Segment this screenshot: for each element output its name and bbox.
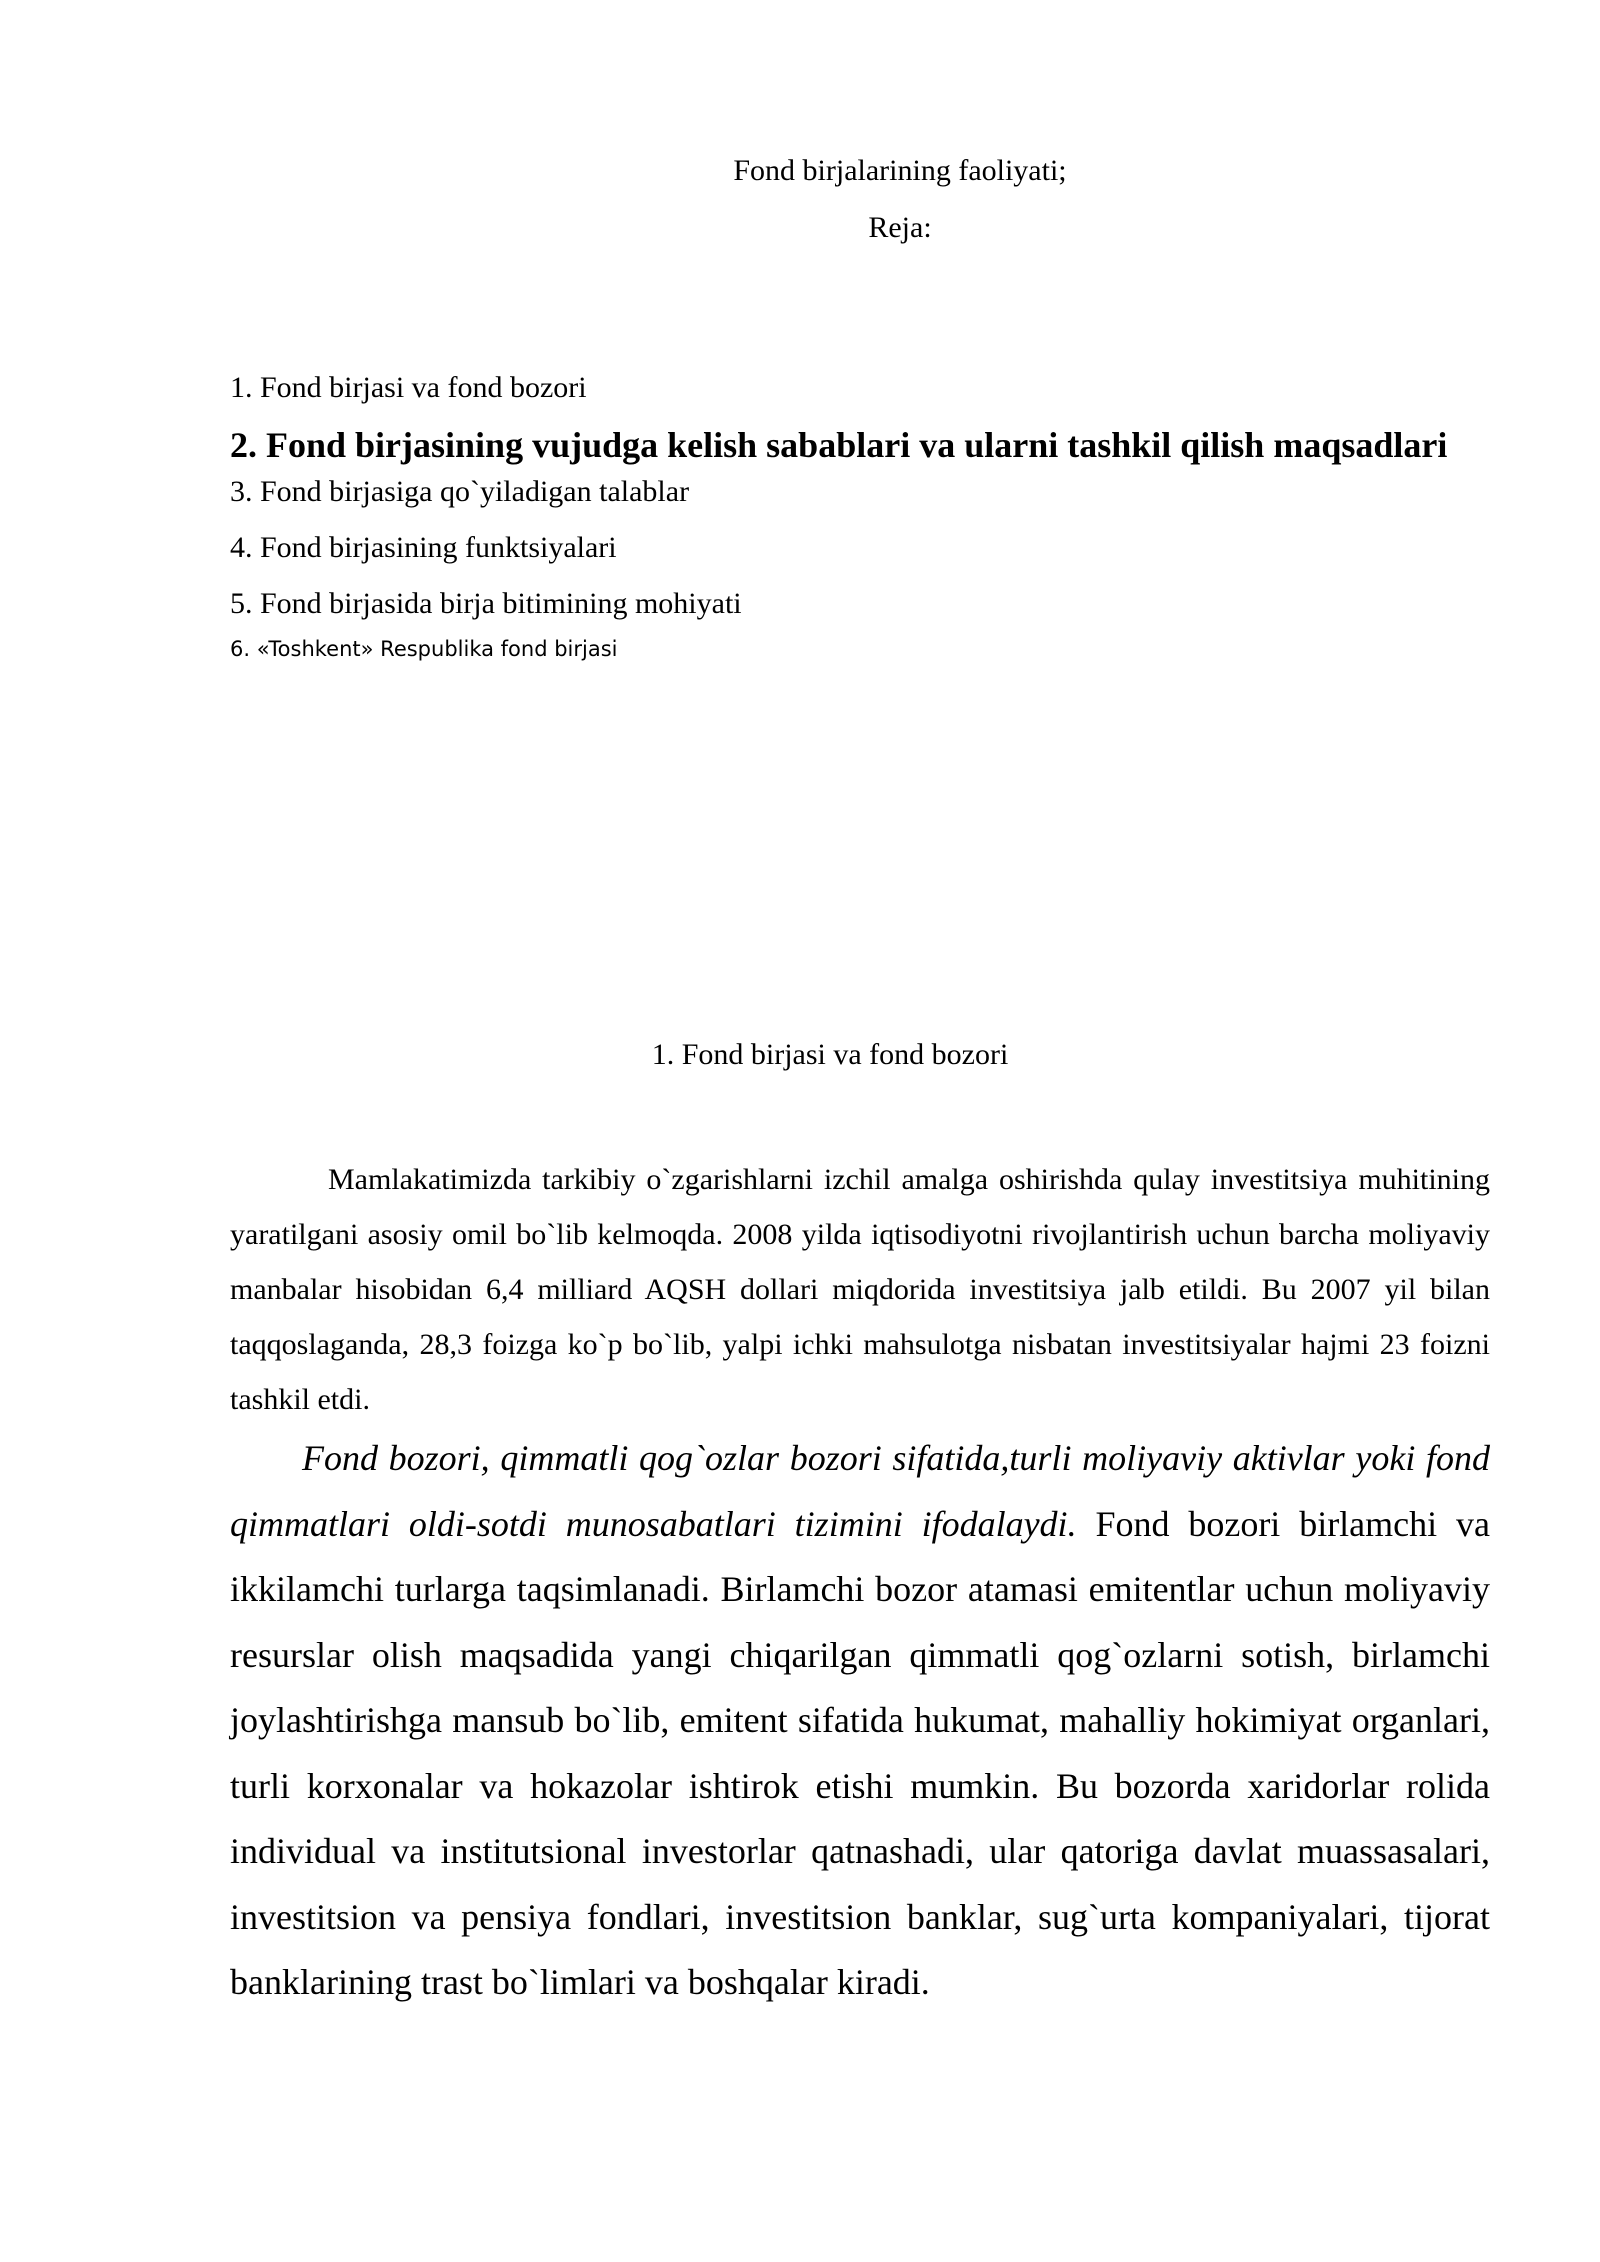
plan-heading: Reja: (868, 211, 932, 244)
plan-item-5: 5. Fond birjasida birja bitimining mohiyati (230, 587, 742, 620)
plan-item-6: 6. «Toshkent» Respublika fond birjasi (230, 637, 618, 661)
paragraph-2-text: Fond bozori birlamchi va ikkilamchi turlarga taqsimlanadi. Birlamchi bozor atamasi emitentlar uchun moliyaviy resurslar olish maqsadida yangi chiqarilgan qimmatli qog`ozlarni sotish, birlamchi joylashtirishga mansub bo`lib, emitent sifatida hukumat, mahalliy hokimiyat organlari, turli korxonalar va hokazolar ishtirok etishi mumkin. Bu bozorda xaridorlar rolida individual va institutsional investorlar qatnashadi, ular qatoriga davlat muassasalari, investitsion va pensiya fondlari, investitsion banklar, sug`urta kompaniyalari, tijorat banklarining trast bo`limlari va boshqalar kiradi. (230, 1503, 1490, 2002)
section-heading: 1. Fond birjasi va fond bozori (651, 1038, 1009, 1071)
document-title: Fond birjalarining faoliyati; (733, 154, 1067, 187)
plan-item-3: 3. Fond birjasiga qo`yiladigan talablar (230, 475, 690, 508)
plan-list (230, 368, 1490, 680)
body-paragraph-2 (230, 1426, 1490, 2016)
plan-item-1: 1. Fond birjasi va fond bozori (230, 371, 587, 404)
body-paragraph-1: Mamlakatimizda tarkibiy o`zgarishlarni izchil amalga oshirishda qulay investitsiya muhitining yaratilgani asosiy omil bo`lib kelmoqda. 2008 yilda iqtisodiyotni rivojlantirish uchun barcha moliyaviy manbalar hisobidan 6,4 milliard AQSH dollari miqdorida investitsiya jalb etildi. Bu 2007 yil bilan taqqoslaganda, 28,3 foizga ko`p bo`lib, yalpi ichki mahsulotga nisbatan investitsiyalar hajmi 23 foizni tashkil etdi. (230, 1163, 1490, 1416)
plan-item-2: 2. Fond birjasining vujudga kelish sabablari va ularni tashkil qilish maqsadlari (230, 425, 1448, 465)
paragraph-2-italic-definition: Fond bozori, qimmatli qog`ozlar bozori sifatida,turli moliyaviy aktivlar yoki fond qimmatlari oldi-sotdi munosabatlari tizimini ifodalaydi. (230, 1438, 1490, 1544)
plan-item-4: 4. Fond birjasining funktsiyalari (230, 531, 617, 564)
